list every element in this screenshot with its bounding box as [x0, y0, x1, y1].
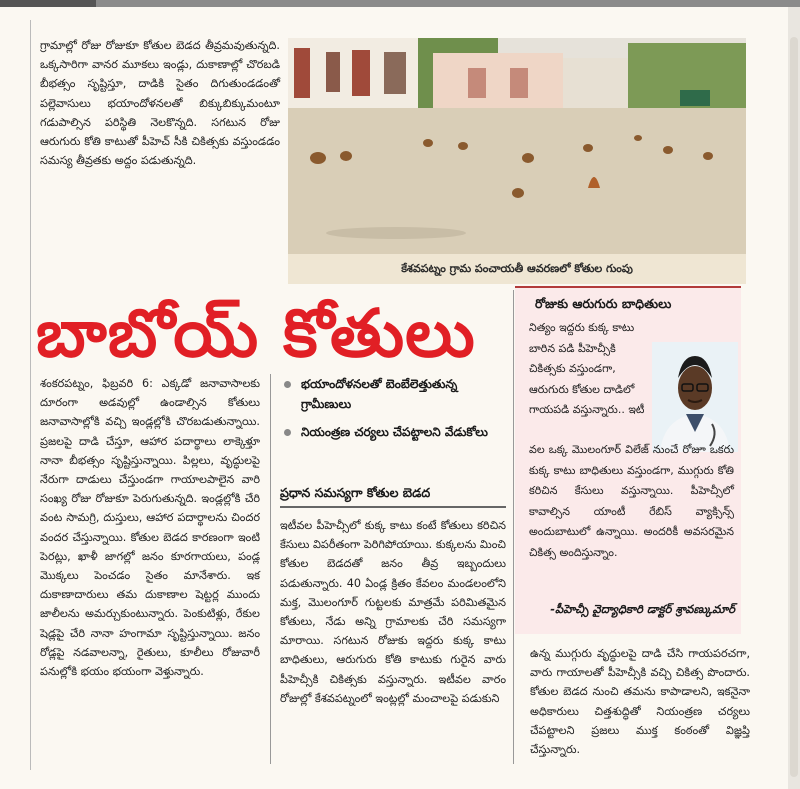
top-bar-tab: [96, 0, 800, 7]
photo-caption: కేశవపట్నం గ్రామ పంచాయతీ ఆవరణలో కోతుల గుంపు: [288, 254, 746, 284]
monkeys-photo-svg: [288, 38, 746, 254]
column-rule-1: [270, 374, 271, 764]
headline: బాబోయ్ కోతులు: [36, 295, 476, 372]
sidebox-text-bottom: వల ఒక్క మొలంగూర్ విలేజ్ నుంచే రోజూ ఒకరు కుక్క కాటు బాధితులు వస్తుండగా, ముగ్గురు కోతి కరిచిన కేసులు వస్తున్నాయి. పీహెచ్సీలో కావాల్సిన యాంటీ రేబిస్ వ్యాక్సిన్స్ అందుబాటులో ఉన్నాయి. అందరికీ అవసరమైన చికిత్స అందిస్తున్నాం.: [529, 443, 734, 559]
scrollbar[interactable]: [788, 7, 800, 789]
bullet-item: [278, 374, 510, 414]
column-1-text: శంకరపట్నం, ఫిబ్రవరి 6: ఎక్కడో జనావాసాలకు దూరంగా అడవుల్లో ఉండాల్సిన కోతులు జనావాసాల్లోకి వచ్చి ఇండ్లల్లోకి చొరబడుతున్నాయి. ప్రజలపై దాడి చేస్తూ, ఆహార పదార్థాలు లాక్కెళ్తూ నానా బీభత్సం సృష్టిస్తున్నాయి. పిల్లలు, వృద్ధులపై నేరుగా దాడులు చేస్తుండగా గాయాలపాలైన వారి సంఖ్య రోజు రోజుకూ పెరుగుతున్నది. ఇండ్లల్లోకి చేరి వంట సామగ్రి, దుస్తులు, ఆహార పదార్థాలను చిందర వందర చేస్తున్నాయి. కోతుల బెడద కారణంగా ఇంటి పెరట్లు, ఖాళీ జాగల్లో జనం కూరగాయలు, పండ్ల మొక్కలు పెంచడం సైతం మానేశారు. ఇక దుకాణాదారులు తమ దుకాణాల షెట్టర్ల ముందు జాలీలను అమర్చుకుంటున్నారు. పెంకుటిళ్లు, రేకుల షెడ్లపై చేరి నానా హంగామా సృష్టిస్తున్నాయి. జనం రోడ్లపై నడవాలన్నా, రైతులు, కూలీలు రోజువారీ పనుల్లోకి భయం భయంగా వెళ్తున్నారు.: [40, 377, 260, 679]
sidebox-text-top: నిత్యం ఇద్దరు కుక్క కాటు బారిన పడి పీహెచ్సీకి చికిత్సకు వస్తుండగా, ఆరుగురు కోతుల దాడిలో గాయపడి వస్తున్నారు.. ఇటీ: [529, 321, 645, 416]
doctor-sidebox: [515, 286, 741, 634]
subheading: ప్రధాన సమస్యగా కోతుల బెడద: [280, 484, 506, 508]
column-2-text: ఇటీవల పీహెచ్సీలో కుక్క కాటు కంటే కోతులు కరిచిన కేసులు విపరీతంగా పెరిగిపోయాయి. కుక్కలను మించి కోతుల బెడదతో జనం తీవ్ర ఇబ్బందులు పడుతున్నారు. 40 ఏండ్ల క్రితం కేవలం మండలంలోని మక్త, మొలంగూర్ గుట్టలకు మాత్రమే పరిమితమైన కోతులు, నేడు అన్ని గ్రామాలకు చేరి సమస్యగా మారాయి. సగటున రోజుకు ఇద్దరు కుక్క కాటు బాధితులు, ఆరుగురు కోతి కాటుకు గురైన వారు పీహెచ్సీకి చికిత్సకు వస్తున్నారు. ఇటీవల వారం రోజుల్లో కేశవపట్నంలో ఇంట్లల్లో మంచాలపై పడుకుని: [280, 519, 506, 705]
sidebox-title: రోజుకు ఆరుగురు బాధితులు: [535, 296, 672, 311]
sidebox-byline: -పీహెచ్సీ వైద్యాధికారి డాక్టర్ శ్రావణ్కుమార్: [550, 602, 735, 616]
bullet-dot-icon: [284, 429, 291, 436]
bullet-text: నియంత్రణ చర్యలు చేపట్టాలని వేడుకోలు: [301, 425, 488, 439]
highlight-bullets: [278, 374, 510, 470]
bullet-text: భయాందోళనలతో బెంబేలెత్తుతున్న గ్రామీణులు: [301, 377, 458, 411]
bullet-dot-icon: [284, 381, 291, 388]
scrollbar-thumb[interactable]: [790, 37, 798, 777]
doctor-portrait-svg: [652, 342, 738, 452]
column-3-text: ఉన్న ముగ్గురు వృద్ధులపై దాడి చేసి గాయపరచగా, వారు గాయాలతో పీహెచ్సీకి వచ్చి చికిత్స పొందారు. కోతుల బెడద నుంచి తమను కాపాడాలని, ఇకనైనా అధికారులు చిత్తశుద్ధితో నియంత్రణ చర్యలు చేపట్టాలని ప్రజలు ముక్త కంఠంతో విజ్ఞప్తి చేస్తున్నారు.: [530, 647, 750, 757]
intro-paragraph: గ్రామాల్లో రోజు రోజుకూ కోతుల బెడద తీవ్రమవుతున్నది. ఒక్కసారిగా వానర మూకలు ఇండ్లు, దుకాణాల్లో చొరబడి బీభత్సం సృష్టిస్తూ, దాడికి సైతం దిగుతుండడంతో పల్లెవాసులు భయాందోళనలతో బిక్కుబిక్కుమంటూ గడుపాల్సిన పరిస్థితి నెలకొన్నది. సగటున రోజు ఆరుగురు కోతి కాటుతో పీహెచ్ సీకి చికిత్సకు వస్తుండడం సమస్య తీవ్రతకు అద్దం పడుతున్నది.: [40, 39, 280, 168]
doctor-portrait: [652, 342, 738, 452]
monkeys-photo: [288, 38, 746, 254]
top-bar: [0, 0, 800, 7]
bullet-item: [278, 422, 510, 442]
page-left-rule: [30, 20, 31, 770]
